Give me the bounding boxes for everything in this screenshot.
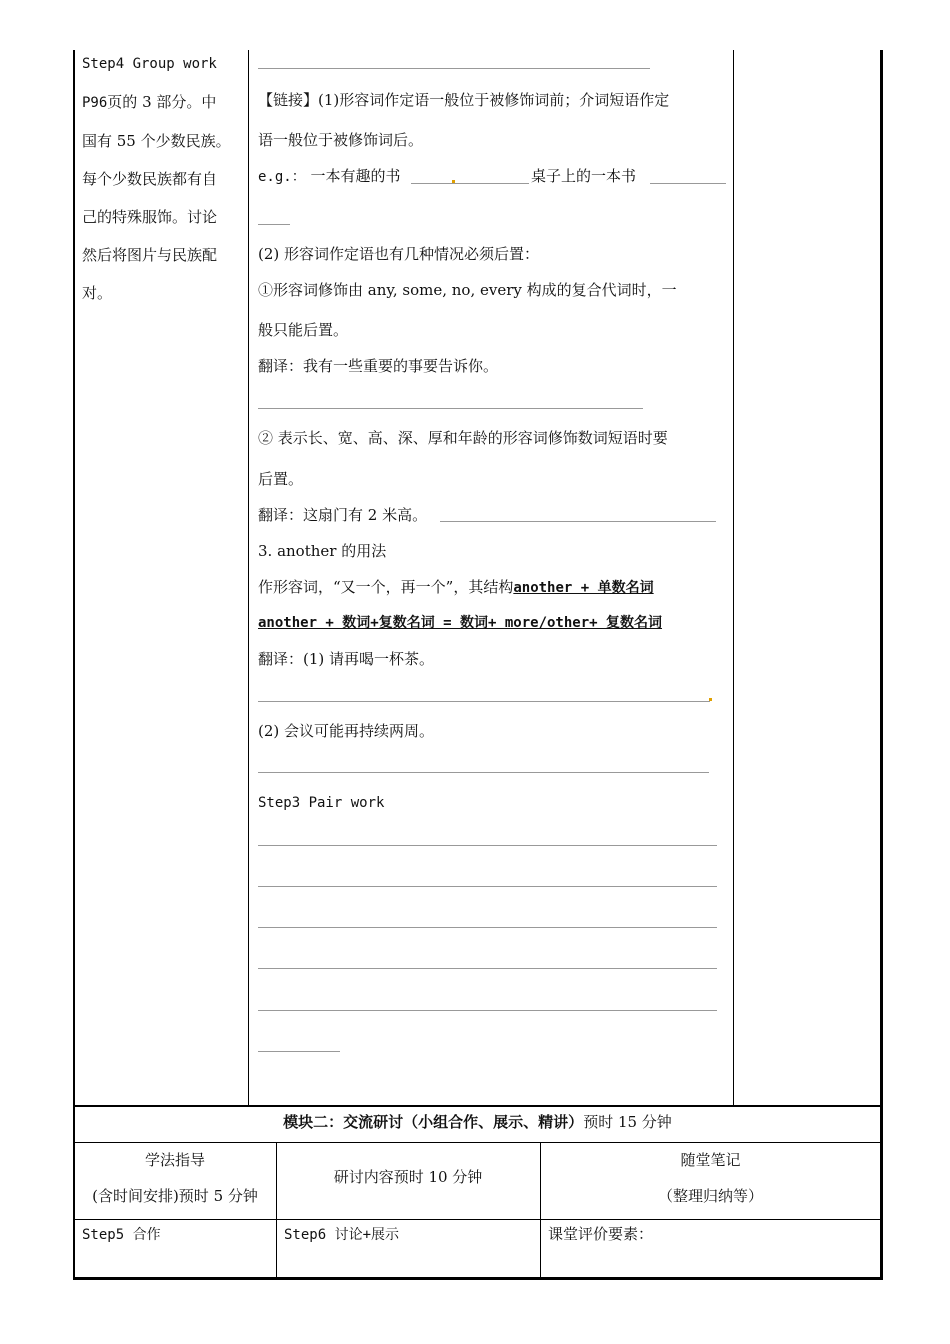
translate-3: 翻译：(1) 请再喝一杯茶。 xyxy=(258,650,435,668)
rule-2-2-line-1: ② 表示长、宽、高、深、厚和年龄的形容词修饰数词短语时要 xyxy=(258,429,668,447)
another-structure-1: another + 单数名词 xyxy=(513,580,654,596)
translate-4: (2) 会议可能再持续两周。 xyxy=(258,722,435,740)
notes-header-line-2: （整理归纳等） xyxy=(657,1187,763,1205)
left-line-5: 己的特殊服饰。讨论 xyxy=(82,208,218,226)
rule-2-1-line-2: 般只能后置。 xyxy=(258,321,349,339)
pair-work-line-1 xyxy=(258,845,717,846)
left-line-2-prefix: P96 xyxy=(82,95,108,111)
left-line-6: 然后将图片与民族配 xyxy=(82,246,218,264)
example-book: 一本有趣的书 xyxy=(310,167,401,185)
left-line-2-suffix: 页的 3 部分。中 xyxy=(107,93,217,111)
guide-header-line-1: 学法指导 xyxy=(144,1151,205,1169)
module-2-title-bold: 模块二：交流研讨（小组合作、展示、精讲） xyxy=(283,1113,584,1131)
left-line-1: Step4 Group work xyxy=(82,56,217,72)
pair-work-line-6 xyxy=(258,1051,340,1052)
table-border-right xyxy=(880,50,883,1280)
rule-2: (2) 形容词作定语也有几种情况必须后置： xyxy=(258,245,540,263)
col-divider-3 xyxy=(276,1142,277,1278)
pair-work-line-4 xyxy=(258,968,717,969)
example-blank-2-cont xyxy=(258,224,290,225)
module-title-divider xyxy=(73,1142,883,1143)
step6-cell xyxy=(284,1224,399,1245)
pair-work-line-3 xyxy=(258,927,717,928)
rule-2-1-line-1: ①形容词修饰由 any, some, no, every 构成的复合代词时，一 xyxy=(258,281,677,299)
another-structure-2: another + 数词+复数名词 = 数词+ more/other+ 复数名词 xyxy=(258,615,663,631)
module-2-title xyxy=(75,1112,880,1132)
evaluation-cell: 课堂评价要素： xyxy=(548,1225,654,1243)
link-line-1: 【链接】(1)形容词作定语一般位于被修饰词前；介词短语作定 xyxy=(258,91,670,109)
step5-cell xyxy=(82,1224,161,1245)
discussion-header: 研讨内容预时 10 分钟 xyxy=(333,1168,483,1186)
left-line-2 xyxy=(82,90,242,115)
table-border-left xyxy=(73,50,75,1280)
example-blank-2 xyxy=(650,183,726,184)
answer-line-translate-4 xyxy=(258,772,709,773)
link-line-2: 语一般位于被修饰词后。 xyxy=(258,131,424,149)
answer-line-top xyxy=(258,68,650,69)
answer-line-translate-3 xyxy=(258,701,710,702)
step6-text: Step6 讨论+展示 xyxy=(284,1227,400,1243)
col-divider-1 xyxy=(248,50,249,1106)
example-table-book: 桌子上的一本书 xyxy=(531,167,637,185)
another-description xyxy=(258,577,654,598)
header-row-divider xyxy=(73,1219,883,1220)
another-desc-text: 作形容词，“又一个，再一个”，其结构 xyxy=(258,578,514,596)
example-blank-1 xyxy=(411,183,529,184)
pair-work-line-5 xyxy=(258,1010,717,1011)
rule-2-2-line-2: 后置。 xyxy=(258,470,304,488)
step5-text: Step5 合作 xyxy=(82,1227,161,1243)
left-line-7: 对。 xyxy=(82,284,113,302)
module-divider xyxy=(73,1105,883,1107)
table-border-bottom xyxy=(73,1277,883,1280)
example-line xyxy=(258,166,401,187)
yellow-mark-2 xyxy=(709,698,712,701)
left-line-3: 国有 55 个少数民族。 xyxy=(82,132,231,150)
another-title: 3. another 的用法 xyxy=(258,542,387,560)
answer-line-translate-2 xyxy=(440,521,716,522)
guide-header-line-2: (含时间安排)预时 5 分钟 xyxy=(92,1187,258,1205)
notes-header-line-1: 随堂笔记 xyxy=(680,1151,741,1169)
col-divider-2 xyxy=(733,50,734,1106)
step3-pair-work: Step3 Pair work xyxy=(258,795,385,811)
translate-2: 翻译：这扇门有 2 米高。 xyxy=(258,506,428,524)
module-2-title-time: 预时 15 分钟 xyxy=(583,1113,672,1131)
left-column-instructions xyxy=(82,52,242,305)
example-prefix: e.g.： xyxy=(258,169,306,185)
answer-line-translate-1 xyxy=(258,408,643,409)
yellow-mark-1 xyxy=(452,180,455,183)
pair-work-line-2 xyxy=(258,886,717,887)
left-line-4: 每个少数民族都有自 xyxy=(82,170,218,188)
translate-1: 翻译：我有一些重要的事要告诉你。 xyxy=(258,357,499,375)
